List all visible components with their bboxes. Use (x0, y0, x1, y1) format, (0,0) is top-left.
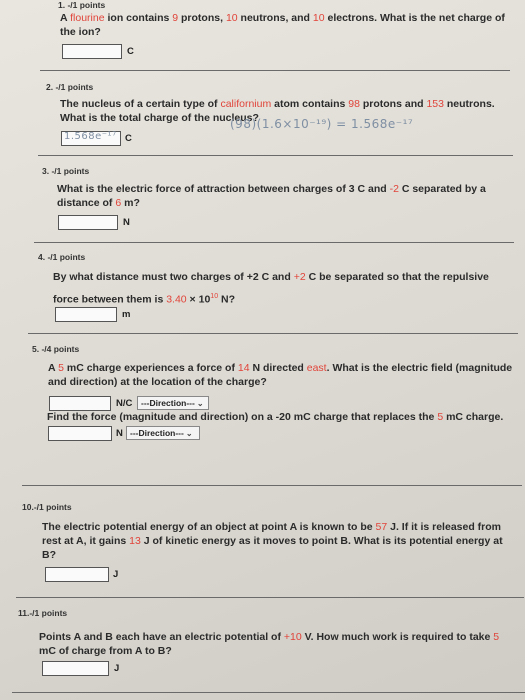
q5-text-b: Find the force (magnitude and direction) on a -20 mC charge that replaces the 5 mC charge. (47, 411, 504, 423)
q3-answer-input[interactable] (58, 215, 118, 230)
q10-header: 10.-/1 points (22, 502, 72, 512)
divider (22, 485, 522, 486)
divider (16, 597, 524, 598)
q4-text: By what distance must two charges of +2 C and +2 C be separated so that the repulsive force between them is $3.40 \times 10^{10}$ N? (53, 271, 489, 306)
q5-field-unit: N/C (116, 398, 133, 409)
q11-unit: J (114, 663, 120, 674)
q2-handwritten-work: (98)(1.6×10⁻¹⁹) = 1.568e⁻¹⁷ (230, 117, 414, 131)
divider (34, 242, 514, 243)
q5-force-unit: N (116, 428, 123, 439)
q5-field-answer-input[interactable] (49, 396, 111, 411)
q2-unit: C (125, 133, 132, 144)
q10-unit: J (113, 569, 119, 580)
q11-text: Points A and B each have an electric potential of +10 V. How much work is required to take 5 mC of charge from A to B? (39, 631, 500, 657)
q1-text: A flourine ion contains 9 protons, 10 neutrons, and 10 electrons. What is the net charge of the ion? (60, 12, 505, 38)
divider (28, 333, 518, 334)
q3-text: What is the electric force of attraction between charges of 3 C and -2 C separated by a distance of 6 m? (57, 183, 486, 209)
q5-header: 5. -/4 points (32, 344, 80, 354)
q5-field-direction-value: ---Direction--- (141, 398, 195, 408)
q1-unit: C (127, 46, 134, 57)
divider (12, 692, 525, 693)
q3-header: 3. -/1 points (42, 166, 90, 176)
q3-unit: N (123, 217, 130, 228)
q11-answer-input[interactable] (42, 661, 109, 676)
q1-answer-input[interactable] (62, 44, 122, 59)
q11-header: 11.-/1 points (18, 608, 68, 618)
divider (38, 155, 513, 156)
q5-force-direction-select[interactable] (126, 426, 200, 440)
q1-header: 1. -/1 points (58, 0, 106, 10)
q2-answer-input[interactable] (61, 131, 121, 146)
chevron-down-icon: ⌄ (185, 429, 193, 438)
q4-unit: m (122, 309, 131, 320)
q5-force-direction-value: ---Direction--- (130, 428, 184, 438)
q10-text: The electric potential energy of an object at point A is known to be 57 J. If it is released from rest at A, it gains 13 J of kinetic energy as it moves to point B. What is its potential energy at B? (42, 521, 503, 561)
q4-answer-input[interactable] (55, 307, 117, 322)
q2-answer-value: 1.568e⁻¹⁷ (64, 131, 117, 142)
divider (40, 70, 510, 71)
q4-header: 4. -/1 points (38, 252, 86, 262)
q5-text-a: A 5 mC charge experiences a force of 14 N directed east. What is the electric field (magnitude and direction) at the location of the charge? (48, 362, 513, 388)
q5-force-answer-input[interactable] (48, 426, 112, 441)
q10-answer-input[interactable] (45, 567, 109, 582)
chevron-down-icon: ⌄ (196, 399, 204, 408)
q2-header: 2. -/1 points (46, 82, 94, 92)
q2-text: The nucleus of a certain type of californium atom contains 98 protons and 153 neutrons. What is the total charge of the nucleus? (60, 98, 495, 124)
q5-field-direction-select[interactable] (137, 396, 209, 410)
